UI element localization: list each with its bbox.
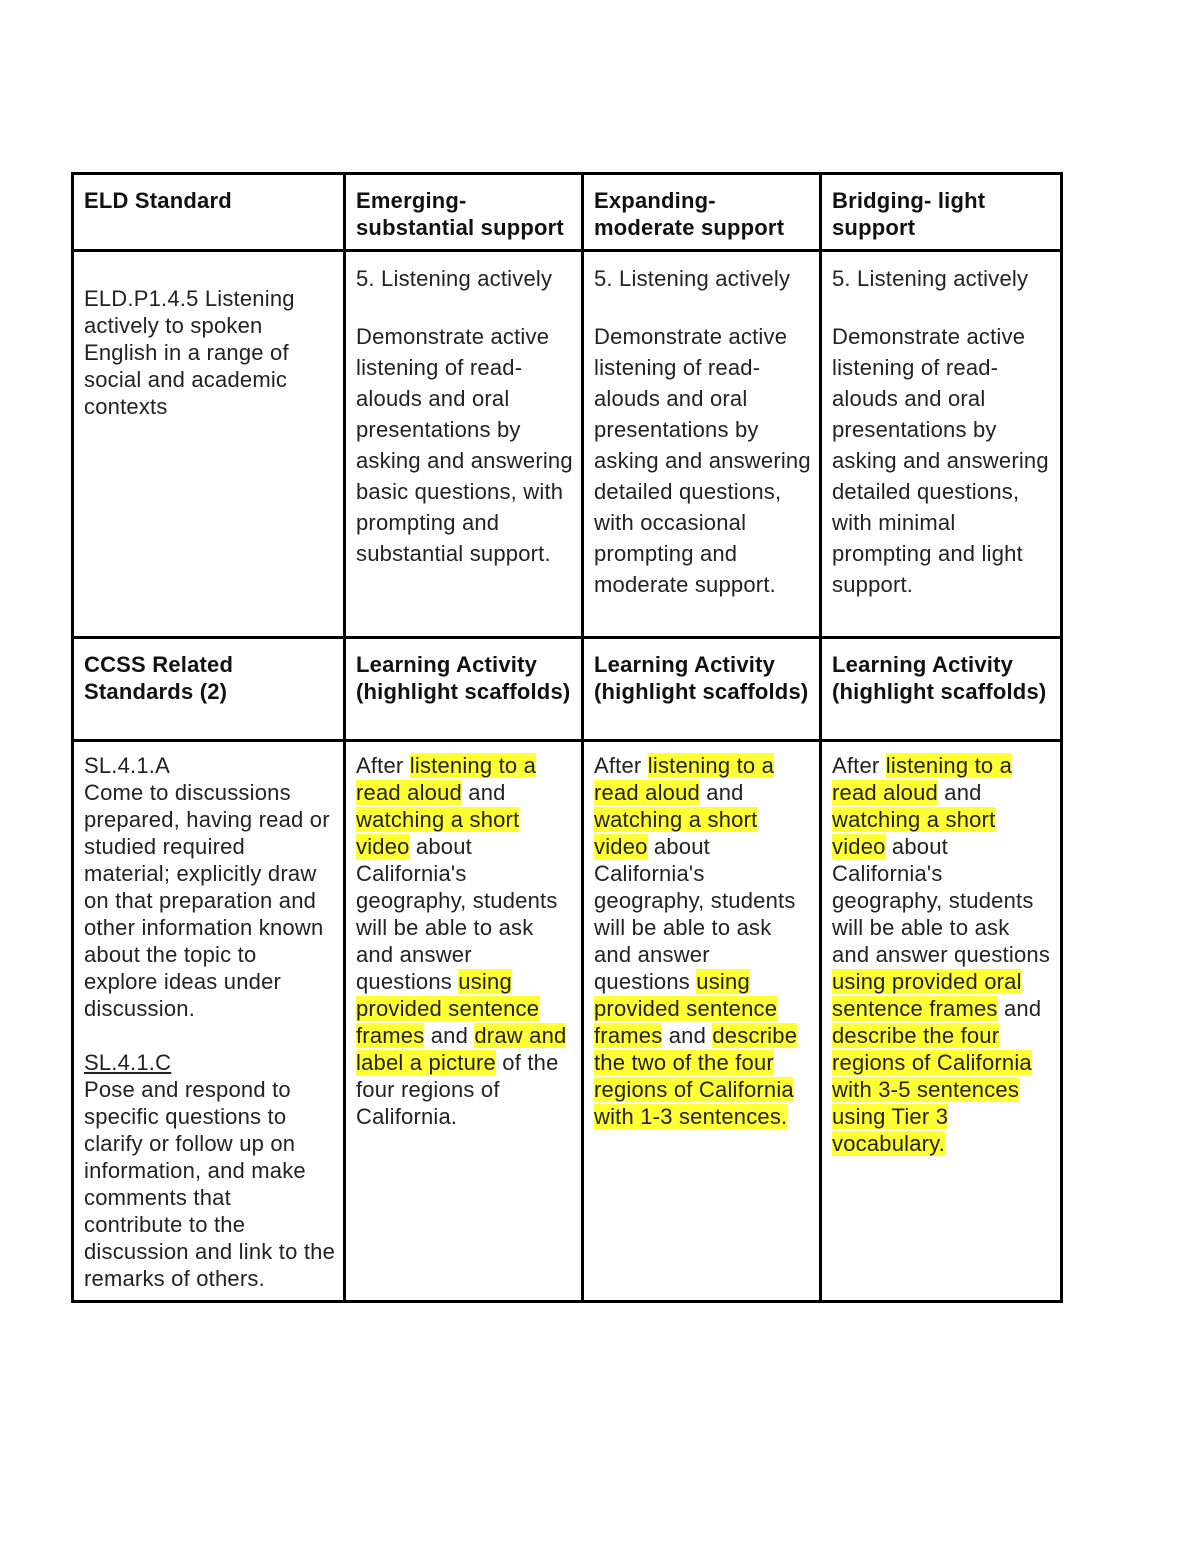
activity-emerging-cell bbox=[345, 741, 583, 1302]
highlighted-scaffold: describe the two of the four regions of California with 1-3 sentences. bbox=[594, 1023, 798, 1129]
highlighted-scaffold: using provided sentence frames bbox=[356, 969, 540, 1048]
highlighted-scaffold: describe the four regions of California with 3-5 sentences using Tier 3 vocabulary. bbox=[832, 1023, 1032, 1156]
bridging-description: Demonstrate active listening of read-alouds and oral presentations by asking and answering detailed questions, with minimal prompting and light support. bbox=[832, 324, 1049, 597]
eld-standard-text: ELD.P1.4.5 Listening actively to spoken English in a range of social and academic contexts bbox=[84, 286, 295, 419]
highlighted-scaffold: listening to a read aloud bbox=[832, 753, 1013, 805]
highlighted-scaffold: draw and label a picture bbox=[356, 1023, 567, 1075]
eld-standard-cell bbox=[73, 251, 345, 638]
emerging-title: 5. Listening actively bbox=[356, 266, 553, 291]
header-activity-expanding: Learning Activity (highlight scaffolds) bbox=[583, 638, 821, 741]
highlighted-scaffold: watching a short video bbox=[594, 807, 758, 859]
activity-text: about California's geography, students will be able to ask and answer questions bbox=[832, 834, 1051, 967]
header-emerging: Emerging- substantial support bbox=[345, 174, 583, 251]
standard-text-sl41c: Pose and respond to specific questions to clarify or follow up on information, and make comments that contribute to the discussion and link to the remarks of others. bbox=[84, 1077, 336, 1291]
bridging-title: 5. Listening actively bbox=[832, 266, 1029, 291]
activity-text: After bbox=[832, 753, 886, 778]
activity-text: and bbox=[997, 996, 1042, 1021]
header-ccss-standards: CCSS Related Standards (2) bbox=[73, 638, 345, 741]
activity-text: and bbox=[937, 780, 982, 805]
bridging-cell bbox=[821, 251, 1062, 638]
emerging-description: Demonstrate active listening of read-alouds and oral presentations by asking and answering basic questions, with prompting and substantial support. bbox=[356, 324, 573, 566]
activity-text: After bbox=[356, 753, 410, 778]
ccss-standards-cell bbox=[73, 741, 345, 1302]
header-bridging: Bridging- light support bbox=[821, 174, 1062, 251]
highlighted-scaffold: using provided sentence frames bbox=[594, 969, 778, 1048]
activity-expanding-cell bbox=[583, 741, 821, 1302]
activity-text: and bbox=[461, 780, 506, 805]
expanding-cell bbox=[583, 251, 821, 638]
emerging-cell bbox=[345, 251, 583, 638]
standard-code-sl41a: SL.4.1.A bbox=[84, 753, 170, 778]
header-activity-emerging: Learning Activity (highlight scaffolds) bbox=[345, 638, 583, 741]
header-row-ccss bbox=[73, 638, 1062, 741]
eld-rubric-table bbox=[71, 172, 1063, 1303]
expanding-title: 5. Listening actively bbox=[594, 266, 791, 291]
highlighted-scaffold: watching a short video bbox=[832, 807, 996, 859]
header-expanding: Expanding- moderate support bbox=[583, 174, 821, 251]
activity-text: and bbox=[662, 1023, 713, 1048]
header-eld-standard: ELD Standard bbox=[73, 174, 345, 251]
standard-link-sl41c[interactable]: SL.4.1.C bbox=[84, 1050, 172, 1075]
activity-text: about California's geography, students will be able to ask and answer questions bbox=[356, 834, 558, 994]
activity-text: and bbox=[699, 780, 744, 805]
activity-text: of the four regions of California. bbox=[356, 1050, 559, 1129]
activity-text: and bbox=[424, 1023, 475, 1048]
highlighted-scaffold: using provided oral sentence frames bbox=[832, 969, 1022, 1021]
ccss-activity-row bbox=[73, 741, 1062, 1302]
header-row-eld bbox=[73, 174, 1062, 251]
highlighted-scaffold: watching a short video bbox=[356, 807, 520, 859]
eld-standard-row bbox=[73, 251, 1062, 638]
standard-text-sl41a: Come to discussions prepared, having read or studied required material; explicitly draw on that preparation and other information known about the topic to explore ideas under discussion. bbox=[84, 780, 330, 1021]
activity-text: about California's geography, students will be able to ask and answer questions bbox=[594, 834, 796, 994]
activity-text: After bbox=[594, 753, 648, 778]
expanding-description: Demonstrate active listening of read-alouds and oral presentations by asking and answering detailed questions, with occasional prompting and moderate support. bbox=[594, 324, 811, 597]
highlighted-scaffold: listening to a read aloud bbox=[356, 753, 537, 805]
highlighted-scaffold: listening to a read aloud bbox=[594, 753, 775, 805]
header-activity-bridging: Learning Activity (highlight scaffolds) bbox=[821, 638, 1062, 741]
activity-bridging-cell bbox=[821, 741, 1062, 1302]
